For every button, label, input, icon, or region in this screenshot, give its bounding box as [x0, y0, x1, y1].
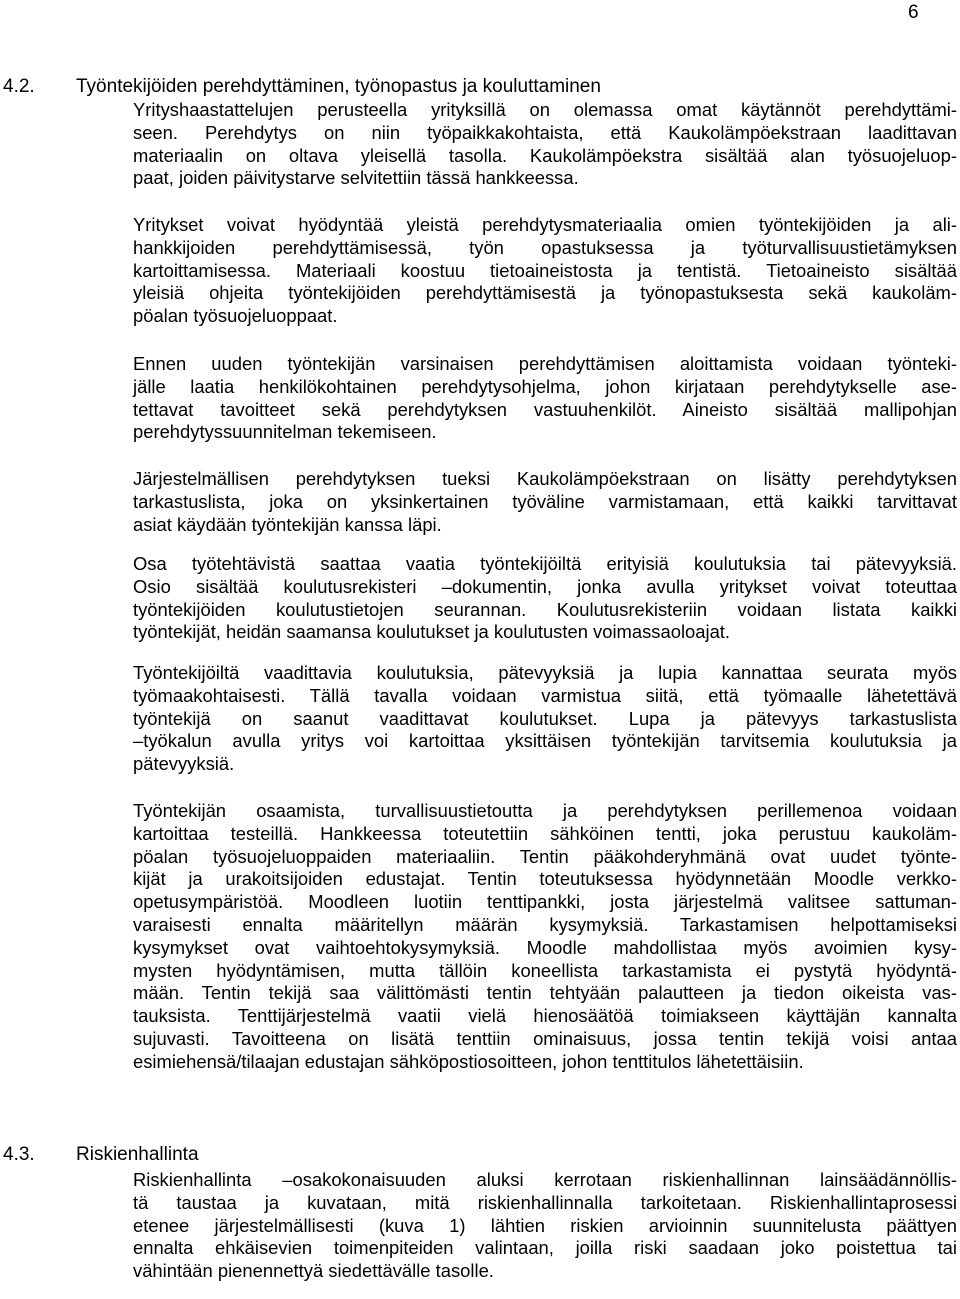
text-line: mysten hyödyntämisen, mutta tällöin koneellista tarkastamista ei pystytä hyödyntä-	[133, 959, 957, 981]
text-line: Järjestelmällisen perehdytyksen tueksi Kaukolämpöekstraan on lisätty perehdytyksen	[133, 468, 957, 489]
text-line: esimiehensä/tilaajan edustajan sähköpostiosoitteen, johon tenttitulos lähetettäisiin.	[133, 1050, 804, 1072]
text-line: jälle laatia henkilökohtainen perehdytysohjelma, johon kirjataan perehdytykselle ase-	[133, 375, 957, 397]
text-line: tauksista. Tenttijärjestelmä vaatii vielä hienosäätöä toimiakseen käyttäjän kannalta	[133, 1005, 957, 1027]
text-line: kysymykset ovat vaihtoehtokysymyksiä. Moodle mahdollistaa myös avoimien kysy-	[133, 936, 957, 958]
text-line: työntekijät, heidän saamansa koulutukset ja koulutusten voimassaoloajat.	[133, 621, 731, 643]
text-line: tarkastuslista, joka on yksinkertainen työväline varmistamaan, että kaikki tarvittavat	[133, 490, 957, 512]
paragraph	[133, 99, 957, 190]
text-line: kartoittaa testeillä. Hankkeessa toteutettiin sähköinen tentti, joka perustuu kaukoläm-	[133, 822, 957, 844]
text-line: tä taustaa ja kuvataan, mitä riskienhallinnalla tarkoitetaan. Riskienhallintaprosessi	[133, 1191, 957, 1213]
text-line: sujuvasti. Tavoitteena on lisätä tenttiin ominaisuus, jossa tentin tekijä voisi antaa	[133, 1027, 957, 1049]
text-line: Yritykset voivat hyödyntää yleistä perehdytysmateriaalia omien työntekijöiden ja ali-	[133, 214, 957, 235]
text-line: yleisiä ohjeita työntekijöiden perehdyttämisestä ja työnopastuksesta sekä kaukoläm-	[133, 282, 957, 304]
text-line: ennalta ehkäisevien toimenpiteiden valintaan, joilla riski saadaan joko poistettua tai	[133, 1237, 957, 1259]
text-line: perehdytyssuunnitelman tekemiseen.	[133, 421, 437, 443]
text-line: pöalan työsuojeluoppaat.	[133, 305, 338, 327]
text-line: työmaakohtaisesti. Tällä tavalla voidaan varmistua siitä, että työmaalle lähetettävä	[133, 684, 957, 706]
page-number: 6	[908, 2, 919, 23]
text-line: seen. Perehdytys on niin työpaikkakohtaista, että Kaukolämpöekstraan laadittavan	[133, 121, 957, 143]
paragraph	[133, 214, 957, 328]
text-line: pöalan työsuojeluoppaiden materiaaliin. Tentin pääkohderyhmänä ovat uudet työnte-	[133, 845, 957, 867]
text-line: etenee järjestelmällisesti (kuva 1) lähtien riskien arvioinnin suunnitelusta päättyen	[133, 1214, 957, 1236]
text-line: paat, joiden päivitystarve selvitettiin tässä hankkeessa.	[133, 167, 579, 189]
text-line: Yrityshaastattelujen perusteella yrityksillä on olemassa omat käytännöt perehdyttämi-	[133, 99, 957, 120]
text-line: vähintään pienennettyä siedettävälle tasolle.	[133, 1260, 494, 1282]
text-line: Riskienhallinta –osakokonaisuuden aluksi kerrotaan riskienhallinnan lainsäädännöllis-	[133, 1169, 957, 1190]
text-line: työntekijä on saanut vaadittavat koulutukset. Lupa ja pätevyys tarkastuslista	[133, 707, 957, 729]
text-line: tettavat tavoitteet sekä perehdytyksen vastuuhenkilöt. Aineisto sisältää mallipohjan	[133, 398, 957, 420]
section-number: 4.2.	[3, 76, 35, 97]
text-line: kartoittamisessa. Materiaali koostuu tietoaineistosta ja tentistä. Tietoaineisto sisältää	[133, 259, 957, 281]
paragraph	[133, 1169, 957, 1283]
section-number: 4.3.	[3, 1144, 35, 1165]
text-line: työntekijöiden koulutustietojen seurannan. Koulutusrekisteriin voidaan listata kaikki	[133, 598, 957, 620]
paragraph	[133, 468, 957, 536]
text-line: Työntekijän osaamista, turvallisuustietoutta ja perehdytyksen perillemenoa voidaan	[133, 800, 957, 821]
text-line: asiat käydään työntekijän kanssa läpi.	[133, 513, 442, 535]
text-line: varaisesti ennalta määritellyn määrän kysymyksiä. Tarkastamisen helpottamiseksi	[133, 913, 957, 935]
paragraph	[133, 353, 957, 444]
paragraph	[133, 662, 957, 776]
text-line: –työkalun avulla yritys voi kartoittaa yksittäisen työntekijän tarvitsemia koulutuksia ja	[133, 730, 957, 752]
text-line: materiaalin on oltava yleisellä tasolla. Kaukolämpöekstra sisältää alan työsuojeluop-	[133, 144, 957, 166]
text-line: kijät ja urakoitsijoiden edustajat. Tentin toteutuksessa hyödynnetään Moodle verkko-	[133, 868, 957, 890]
paragraph	[133, 800, 957, 1074]
section-title: Riskienhallinta	[76, 1144, 199, 1165]
text-line: pätevyyksiä.	[133, 753, 235, 775]
paragraph	[133, 553, 957, 644]
text-line: opetusympäristöä. Moodleen luotiin tenttipankki, josta järjestelmä valitsee sattuman-	[133, 891, 957, 913]
text-line: Työntekijöiltä vaadittavia koulutuksia, pätevyyksiä ja lupia kannattaa seurata myös	[133, 662, 957, 683]
section-title: Työntekijöiden perehdyttäminen, työnopastus ja kouluttaminen	[76, 76, 601, 97]
text-line: hankkijoiden perehdyttämisessä, työn opastuksessa ja työturvallisuustietämyksen	[133, 236, 957, 258]
text-line: Osio sisältää koulutusrekisteri –dokumentin, jonka avulla yritykset voivat toteuttaa	[133, 575, 957, 597]
text-line: Osa työtehtävistä saattaa vaatia työntekijöiltä erityisiä koulutuksia tai pätevyyksiä.	[133, 553, 957, 574]
text-line: mään. Tentin tekijä saa välittömästi tentin tehtyään palautteen ja tiedon oikeista vas-	[133, 982, 957, 1004]
text-line: Ennen uuden työntekijän varsinaisen perehdyttämisen aloittamista voidaan työnteki-	[133, 353, 957, 374]
